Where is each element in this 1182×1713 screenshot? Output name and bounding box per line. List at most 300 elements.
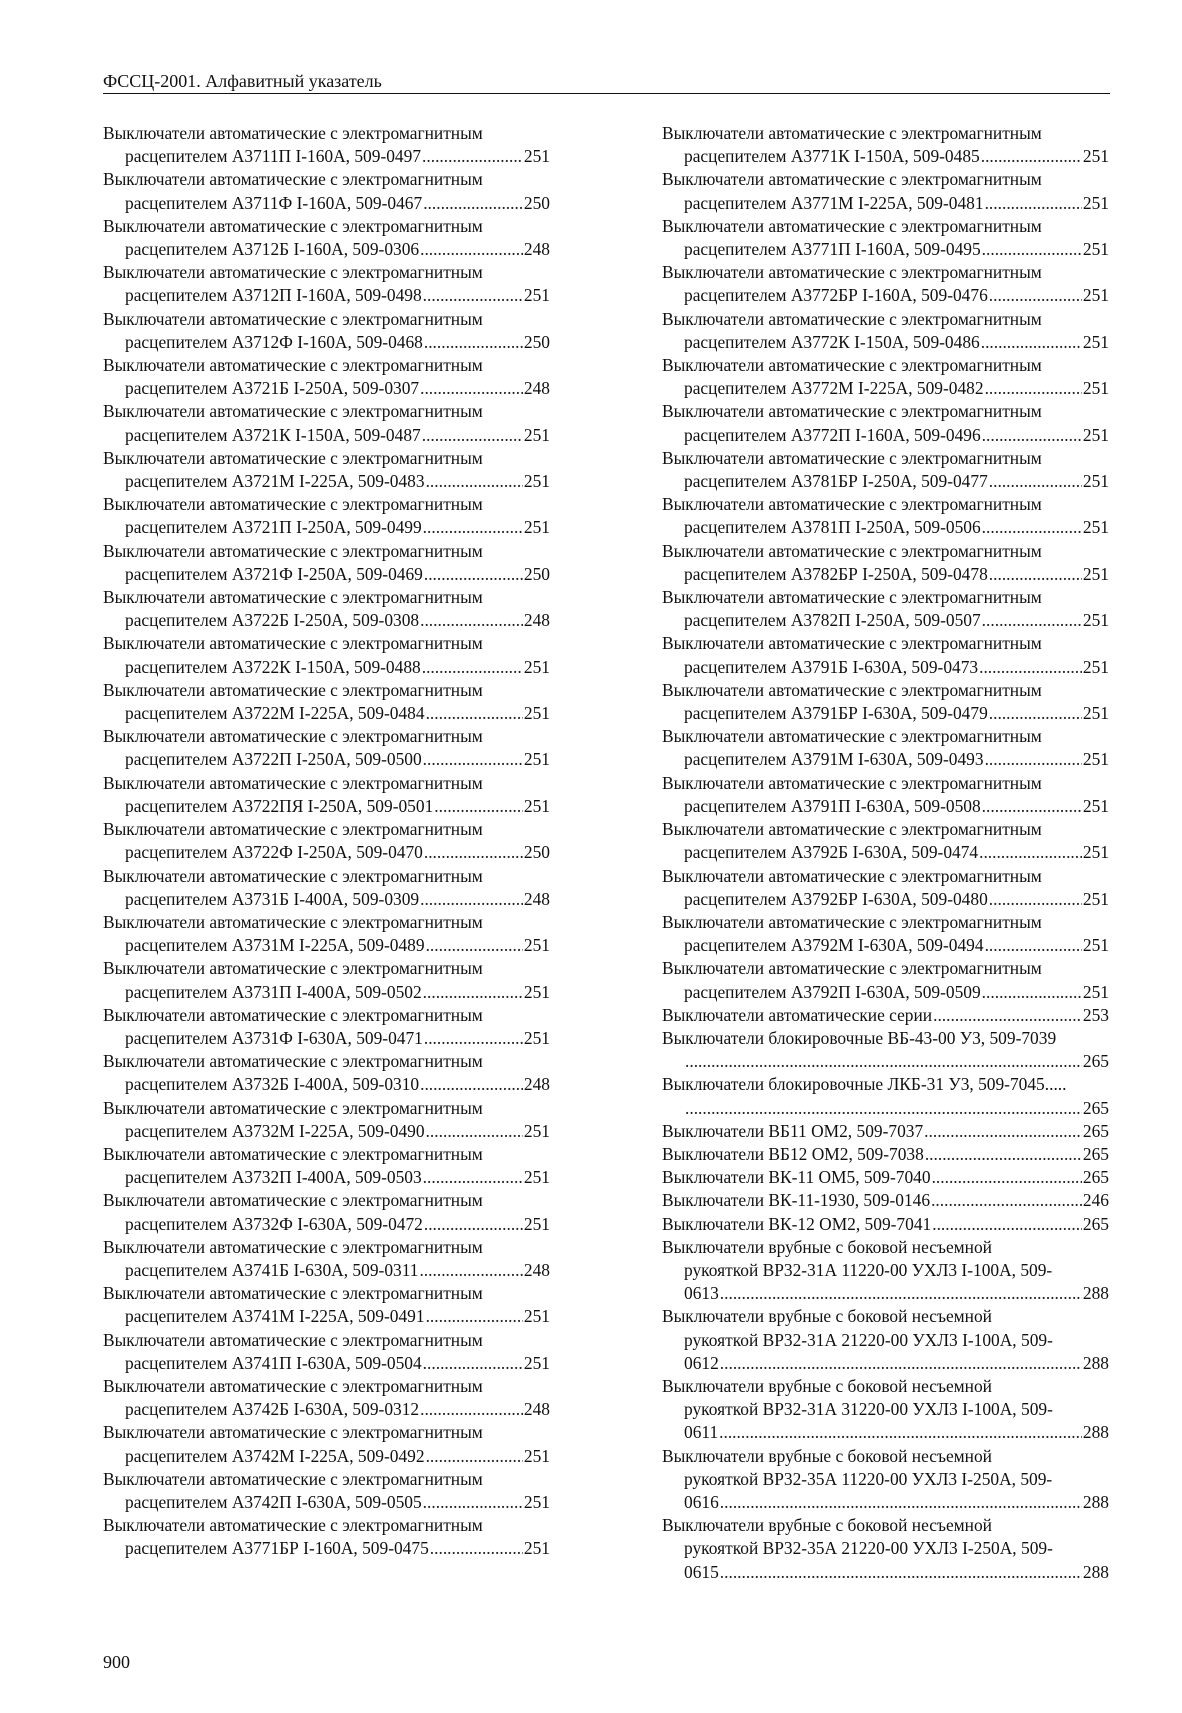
entry-leader-line xyxy=(662,1213,1109,1236)
dot-leader xyxy=(685,1097,1082,1120)
dot-leader xyxy=(982,516,1082,539)
entry-page-number: 251 xyxy=(1082,146,1109,167)
entry-text: расцепителем А3732Ф I-630А, 509-0472 xyxy=(125,1213,423,1234)
entry-text: расцепителем А3741М I-225А, 509-0491 xyxy=(125,1306,425,1327)
index-column-right xyxy=(662,122,1109,1584)
entry-text: 0616 xyxy=(684,1491,719,1512)
entry-page-number: 251 xyxy=(523,1538,550,1559)
entry-page-number: 250 xyxy=(523,192,550,213)
entry-heading: Выключатели автоматические с электромагнитным xyxy=(103,772,483,793)
index-entry xyxy=(103,632,550,678)
entry-page-number: 248 xyxy=(523,378,550,399)
entry-leader-line xyxy=(103,934,550,957)
index-entry xyxy=(103,957,550,1003)
dot-leader xyxy=(982,238,1082,261)
entry-leader-line xyxy=(662,145,1109,168)
entry-heading: Выключатели автоматические с электромагнитным xyxy=(103,1236,483,1257)
entry-leader-line xyxy=(103,656,550,679)
dot-leader xyxy=(423,1166,523,1189)
index-entry xyxy=(103,772,550,818)
dot-leader xyxy=(422,424,523,447)
entry-text: расцепителем А3782П I-250А, 509-0507 xyxy=(684,610,981,631)
entry-leader-line xyxy=(662,192,1109,215)
entry-text: расцепителем А3721Б I-250А, 509-0307 xyxy=(125,378,420,399)
dot-leader xyxy=(420,1073,523,1096)
dot-leader xyxy=(424,841,523,864)
entry-heading: Выключатели автоматические с электромагнитным xyxy=(103,123,483,143)
entry-page-number: 251 xyxy=(523,517,550,538)
index-entry xyxy=(662,1073,1109,1119)
entry-leader-line xyxy=(103,1259,550,1282)
dot-leader xyxy=(719,1421,1082,1444)
entry-heading: Выключатели автоматические с электромагнитным xyxy=(662,679,1042,700)
entry-heading: Выключатели автоматические с электромагнитным xyxy=(662,215,1042,236)
entry-continuation: рукояткой ВР32-31А 31220-00 УХЛ3 I-100А, 509- xyxy=(684,1399,1053,1420)
entry-text: расцепителем А3731Ф I-630А, 509-0471 xyxy=(125,1027,423,1048)
index-entry xyxy=(662,1236,1109,1306)
entry-text: расцепителем А3732П I-400А, 509-0503 xyxy=(125,1167,422,1188)
entry-page-number: 251 xyxy=(523,1167,550,1188)
entry-heading: Выключатели автоматические с электромагнитным xyxy=(662,169,1042,190)
entry-page-number: 251 xyxy=(1082,192,1109,213)
dot-leader xyxy=(426,1445,523,1468)
entry-heading: Выключатели автоматические с электромагнитным xyxy=(662,262,1042,283)
index-entry xyxy=(662,1004,1109,1027)
entry-text: расцепителем А3711Ф I-160А, 509-0467 xyxy=(125,192,423,213)
entry-heading: Выключатели автоматические с электромагнитным xyxy=(662,911,1042,932)
entry-leader-line xyxy=(103,563,550,586)
entry-leader-line xyxy=(662,888,1109,911)
entry-text: расцепителем А3722П I-250А, 509-0500 xyxy=(125,749,422,770)
dot-leader xyxy=(419,1259,522,1282)
dot-leader xyxy=(420,609,523,632)
entry-heading: Выключатели автоматические с электромагнитным xyxy=(662,401,1042,422)
entry-page-number: 251 xyxy=(1082,795,1109,816)
index-entry xyxy=(662,818,1109,864)
index-entry xyxy=(662,493,1109,539)
entry-page-number: 248 xyxy=(523,239,550,260)
entry-page-number: 251 xyxy=(1082,610,1109,631)
entry-leader-line xyxy=(103,1166,550,1189)
entry-text: Выключатели ВК-11-1930, 509-0146 xyxy=(662,1190,931,1211)
index-entry xyxy=(103,308,550,354)
dot-leader xyxy=(985,934,1082,957)
entry-heading: Выключатели автоматические с электромагнитным xyxy=(103,1422,483,1443)
entry-page-number: 251 xyxy=(523,1491,550,1512)
index-entry xyxy=(662,1305,1109,1375)
entry-heading: Выключатели врубные с боковой несъемной xyxy=(662,1375,992,1396)
dot-leader xyxy=(426,470,523,493)
entry-leader-line xyxy=(662,1120,1109,1143)
entry-leader-line xyxy=(103,841,550,864)
index-entry xyxy=(662,911,1109,957)
dot-leader xyxy=(982,795,1082,818)
entry-text: расцепителем А3791П I-630А, 509-0508 xyxy=(684,795,981,816)
entry-leader-line xyxy=(662,1561,1109,1584)
entry-text: расцепителем А3742М I-225А, 509-0492 xyxy=(125,1445,425,1466)
entry-leader-line xyxy=(103,888,550,911)
entry-heading: Выключатели автоматические с электромагнитным xyxy=(662,633,1042,654)
entry-leader-line xyxy=(103,284,550,307)
entry-heading: Выключатели автоматические с электромагнитным xyxy=(103,911,483,932)
index-entry xyxy=(662,400,1109,446)
entry-leader-line xyxy=(103,516,550,539)
dot-leader xyxy=(430,1537,523,1560)
entry-heading: Выключатели автоматические с электромагнитным xyxy=(103,540,483,561)
entry-text: расцепителем А3712Ф I-160А, 509-0468 xyxy=(125,331,423,352)
entry-heading: Выключатели автоматические с электромагнитным xyxy=(662,819,1042,840)
dot-leader xyxy=(933,1004,1082,1027)
entry-heading: Выключатели автоматические с электромагнитным xyxy=(103,958,483,979)
index-entry xyxy=(103,540,550,586)
dot-leader xyxy=(424,1027,523,1050)
entry-page-number: 248 xyxy=(523,1074,550,1095)
entry-page-number: 288 xyxy=(1082,1352,1109,1373)
entry-page-number: 251 xyxy=(523,1352,550,1373)
entry-leader-line xyxy=(662,563,1109,586)
entry-text: расцепителем А3781П I-250А, 509-0506 xyxy=(684,517,981,538)
entry-text: расцепителем А3791М I-630А, 509-0493 xyxy=(684,749,984,770)
entry-page-number: 251 xyxy=(1082,331,1109,352)
entry-heading: Выключатели автоматические с электромагнитным xyxy=(662,726,1042,747)
entry-page-number: 248 xyxy=(523,1399,550,1420)
entry-page-number: 251 xyxy=(523,795,550,816)
entry-text: расцепителем А3772П I-160А, 509-0496 xyxy=(684,424,981,445)
entry-text: расцепителем А3772К I-150А, 509-0486 xyxy=(684,331,980,352)
index-entry xyxy=(103,679,550,725)
entry-text: расцепителем А3732Б I-400А, 509-0310 xyxy=(125,1074,420,1095)
index-entry xyxy=(662,122,1109,168)
entry-leader-line xyxy=(662,1097,1109,1120)
index-entry xyxy=(103,1282,550,1328)
entry-leader-line xyxy=(103,748,550,771)
entry-heading: Выключатели автоматические с электромагнитным xyxy=(103,633,483,654)
dot-leader xyxy=(423,1491,523,1514)
dot-leader xyxy=(989,284,1082,307)
dot-leader xyxy=(985,748,1082,771)
entry-text: расцепителем А3721К I-150А, 509-0487 xyxy=(125,424,421,445)
entry-leader-line xyxy=(103,145,550,168)
entry-leader-line xyxy=(103,795,550,818)
entry-text: 0612 xyxy=(684,1352,719,1373)
index-entry xyxy=(103,1375,550,1421)
entry-heading: Выключатели автоматические с электромагнитным xyxy=(103,726,483,747)
entry-page-number: 251 xyxy=(1082,285,1109,306)
entry-leader-line xyxy=(662,609,1109,632)
entry-leader-line xyxy=(103,1120,550,1143)
entry-leader-line xyxy=(662,1491,1109,1514)
entry-heading: Выключатели врубные с боковой несъемной xyxy=(662,1236,992,1257)
entry-page-number: 251 xyxy=(523,703,550,724)
entry-continuation: рукояткой ВР32-35А 11220-00 УХЛ3 I-250А, 509- xyxy=(684,1468,1053,1489)
entry-heading: Выключатели автоматические с электромагнитным xyxy=(103,401,483,422)
entry-heading: Выключатели автоматические с электромагнитным xyxy=(662,447,1042,468)
entry-text: 0611 xyxy=(684,1422,719,1443)
index-entry xyxy=(662,1445,1109,1515)
index-entry xyxy=(103,168,550,214)
entry-leader-line xyxy=(662,1004,1109,1027)
entry-leader-line xyxy=(662,516,1109,539)
dot-leader xyxy=(423,1352,523,1375)
dot-leader xyxy=(426,702,523,725)
entry-page-number: 248 xyxy=(523,888,550,909)
entry-leader-line xyxy=(662,934,1109,957)
entry-text: Выключатели ВБ12 ОМ2, 509-7038 xyxy=(662,1143,924,1164)
dot-leader xyxy=(989,702,1082,725)
entry-text: расцепителем А3771БР I-160А, 509-0475 xyxy=(125,1538,429,1559)
index-entry xyxy=(103,493,550,539)
dot-leader xyxy=(989,470,1082,493)
entry-leader-line xyxy=(662,238,1109,261)
entry-page-number: 251 xyxy=(1082,703,1109,724)
entry-heading: Выключатели автоматические с электромагнитным xyxy=(103,1190,483,1211)
entry-leader-line xyxy=(103,470,550,493)
entry-text: расцепителем А3721Ф I-250А, 509-0469 xyxy=(125,563,423,584)
entry-page-number: 251 xyxy=(523,1120,550,1141)
entry-page-number: 251 xyxy=(1082,842,1109,863)
index-entry xyxy=(103,1189,550,1235)
index-entry xyxy=(662,354,1109,400)
entry-leader-line xyxy=(662,1050,1109,1073)
index-entry xyxy=(103,1514,550,1560)
dot-leader xyxy=(685,1050,1082,1073)
entry-text: расцепителем А3772БР I-160А, 509-0476 xyxy=(684,285,988,306)
dot-leader xyxy=(423,284,523,307)
entry-text: расцепителем А3722К I-150А, 509-0488 xyxy=(125,656,421,677)
entry-leader-line xyxy=(103,1305,550,1328)
dot-leader xyxy=(989,563,1082,586)
index-entry xyxy=(662,1143,1109,1166)
entry-heading: Выключатели автоматические с электромагнитным xyxy=(103,1515,483,1536)
entry-page-number: 251 xyxy=(1082,378,1109,399)
index-entry xyxy=(662,632,1109,678)
entry-page-number: 288 xyxy=(1082,1283,1109,1304)
entry-page-number: 253 xyxy=(1082,1004,1109,1025)
entry-page-number: 251 xyxy=(523,749,550,770)
entry-leader-line xyxy=(662,1352,1109,1375)
entry-page-number: 251 xyxy=(523,471,550,492)
entry-heading: Выключатели автоматические с электромагнитным xyxy=(103,1051,483,1072)
entry-page-number: 265 xyxy=(1082,1143,1109,1164)
dot-leader xyxy=(426,1120,523,1143)
entry-text: расцепителем А3711П I-160А, 509-0497 xyxy=(125,146,422,167)
index-entry xyxy=(103,1143,550,1189)
index-entry xyxy=(662,1213,1109,1236)
dot-leader xyxy=(422,145,523,168)
entry-text: расцепителем А3781БР I-250А, 509-0477 xyxy=(684,471,988,492)
entry-leader-line xyxy=(662,841,1109,864)
index-entry xyxy=(662,447,1109,493)
dot-leader xyxy=(932,1166,1082,1189)
entry-text: расцепителем А3722Ф I-250А, 509-0470 xyxy=(125,842,423,863)
dot-leader xyxy=(420,238,523,261)
dot-leader xyxy=(924,1120,1082,1143)
entry-text: расцепителем А3712Б I-160А, 509-0306 xyxy=(125,239,420,260)
entry-page-number: 251 xyxy=(1082,563,1109,584)
entry-heading: Выключатели автоматические с электромагнитным xyxy=(662,772,1042,793)
entry-text: расцепителем А3792М I-630А, 509-0494 xyxy=(684,935,984,956)
entry-page-number: 265 xyxy=(1082,1213,1109,1234)
entry-leader-line xyxy=(103,331,550,354)
dot-leader xyxy=(979,656,1082,679)
entry-text: расцепителем А3722М I-225А, 509-0484 xyxy=(125,703,425,724)
entry-heading: Выключатели автоматические с электромагнитным xyxy=(103,1004,483,1025)
entry-leader-line xyxy=(103,1445,550,1468)
entry-page-number: 251 xyxy=(1082,656,1109,677)
dot-leader xyxy=(426,934,523,957)
entry-page-number: 251 xyxy=(1082,517,1109,538)
entry-leader-line xyxy=(662,656,1109,679)
index-entry xyxy=(662,1514,1109,1584)
entry-page-number: 288 xyxy=(1082,1422,1109,1443)
dot-leader xyxy=(720,1561,1082,1584)
dot-leader xyxy=(982,981,1082,1004)
entry-heading: Выключатели автоматические с электромагнитным xyxy=(662,308,1042,329)
dot-leader xyxy=(434,795,523,818)
dot-leader xyxy=(420,888,523,911)
index-entry xyxy=(103,865,550,911)
entry-page-number: 265 xyxy=(1082,1167,1109,1188)
entry-page-number: 251 xyxy=(1082,935,1109,956)
entry-page-number: 251 xyxy=(523,1027,550,1048)
entry-leader-line xyxy=(662,1421,1109,1444)
entry-page-number: 251 xyxy=(523,1445,550,1466)
entry-page-number: 251 xyxy=(523,981,550,1002)
entry-text: расцепителем А3771М I-225А, 509-0481 xyxy=(684,192,984,213)
dot-leader xyxy=(423,192,523,215)
index-entry xyxy=(662,1166,1109,1189)
entry-page-number: 288 xyxy=(1082,1561,1109,1582)
entry-text: расцепителем А3782БР I-250А, 509-0478 xyxy=(684,563,988,584)
entry-page-number: 251 xyxy=(1082,239,1109,260)
entry-leader-line xyxy=(103,1398,550,1421)
entry-leader-line xyxy=(103,192,550,215)
entry-text: расцепителем А3792БР I-630А, 509-0480 xyxy=(684,888,988,909)
index-entry xyxy=(103,215,550,261)
index-entry xyxy=(103,261,550,307)
entry-leader-line xyxy=(662,702,1109,725)
index-entry xyxy=(662,1189,1109,1212)
header-title: ФССЦ-2001. Алфавитный указатель xyxy=(103,71,382,91)
entry-text: Выключатели автоматические серии xyxy=(662,1004,933,1025)
entry-heading: Выключатели автоматические с электромагнитным xyxy=(103,262,483,283)
index-entry xyxy=(103,447,550,493)
entry-heading: Выключатели автоматические с электромагнитным xyxy=(662,958,1042,979)
dot-leader xyxy=(982,609,1082,632)
index-entry xyxy=(103,354,550,400)
index-column-left xyxy=(103,122,550,1561)
entry-text: расцепителем А3791БР I-630А, 509-0479 xyxy=(684,703,988,724)
entry-text: расцепителем А3731П I-400А, 509-0502 xyxy=(125,981,422,1002)
entry-heading: Выключатели врубные с боковой несъемной xyxy=(662,1445,992,1466)
index-entry xyxy=(103,1329,550,1375)
entry-heading: Выключатели автоматические с электромагнитным xyxy=(103,308,483,329)
entry-heading: Выключатели автоматические с электромагнитным xyxy=(103,1143,483,1164)
entry-text: Выключатели ВК-12 ОМ2, 509-7041 xyxy=(662,1213,932,1234)
dot-leader xyxy=(423,516,523,539)
entry-heading: Выключатели автоматические с электромагнитным xyxy=(103,587,483,608)
entry-page-number: 248 xyxy=(523,1259,550,1280)
entry-heading: Выключатели автоматические с электромагнитным xyxy=(103,447,483,468)
entry-text: расцепителем А3792Б I-630А, 509-0474 xyxy=(684,842,979,863)
entry-page-number: 250 xyxy=(523,563,550,584)
entry-page-number: 251 xyxy=(523,1213,550,1234)
entry-heading: Выключатели автоматические с электромагнитным xyxy=(103,679,483,700)
dot-leader xyxy=(720,1282,1082,1305)
entry-heading: Выключатели автоматические с электромагнитным xyxy=(103,215,483,236)
entry-heading: Выключатели автоматические с электромагнитным xyxy=(103,865,483,886)
entry-text: 0615 xyxy=(684,1561,719,1582)
entry-heading: Выключатели автоматические с электромагнитным xyxy=(103,494,483,515)
page-header xyxy=(103,70,1110,94)
entry-text: Выключатели ВК-11 ОМ5, 509-7040 xyxy=(662,1167,931,1188)
entry-page-number: 251 xyxy=(523,656,550,677)
entry-page-number: 251 xyxy=(1082,888,1109,909)
entry-heading: Выключатели врубные с боковой несъемной xyxy=(662,1515,992,1536)
entry-heading: Выключатели автоматические с электромагнитным xyxy=(103,819,483,840)
dot-leader xyxy=(982,424,1082,447)
dot-leader xyxy=(979,841,1082,864)
entry-heading: Выключатели автоматические с электромагнитным xyxy=(662,865,1042,886)
index-entry xyxy=(103,400,550,446)
entry-leader-line xyxy=(103,609,550,632)
entry-text: расцепителем А3791Б I-630А, 509-0473 xyxy=(684,656,979,677)
index-entry xyxy=(662,772,1109,818)
entry-page-number: 251 xyxy=(1082,749,1109,770)
entry-page-number: 265 xyxy=(1082,1120,1109,1141)
entry-leader-line xyxy=(662,331,1109,354)
index-entry xyxy=(103,1004,550,1050)
entry-leader-line xyxy=(662,470,1109,493)
entry-leader-line xyxy=(103,702,550,725)
entry-page-number: 250 xyxy=(523,842,550,863)
index-entry xyxy=(103,1468,550,1514)
entry-continuation: рукояткой ВР32-31А 21220-00 УХЛ3 I-100А, 509- xyxy=(684,1329,1053,1350)
entry-page-number: 251 xyxy=(523,1306,550,1327)
entry-heading: Выключатели автоматические с электромагнитным xyxy=(103,1329,483,1350)
index-entry xyxy=(662,168,1109,214)
entry-page-number: 251 xyxy=(523,146,550,167)
index-entry xyxy=(662,1027,1109,1073)
entry-text: расцепителем А3742П I-630А, 509-0505 xyxy=(125,1491,422,1512)
entry-text: расцепителем А3772М I-225А, 509-0482 xyxy=(684,378,984,399)
dot-leader xyxy=(720,1491,1082,1514)
entry-text: расцепителем А3742Б I-630А, 509-0312 xyxy=(125,1399,420,1420)
entry-leader-line xyxy=(662,1189,1109,1212)
entry-continuation: рукояткой ВР32-31А 11220-00 УХЛ3 I-100А, 509- xyxy=(684,1259,1053,1280)
entry-leader-line xyxy=(662,284,1109,307)
index-entry xyxy=(103,1236,550,1282)
entry-leader-line xyxy=(662,795,1109,818)
entry-page-number: 251 xyxy=(523,285,550,306)
index-entry xyxy=(103,818,550,864)
index-entry xyxy=(103,586,550,632)
index-entry xyxy=(662,957,1109,1003)
entry-heading: Выключатели автоматические с электромагнитным xyxy=(662,123,1042,143)
entry-heading: Выключатели автоматические с электромагнитным xyxy=(103,1468,483,1489)
entry-leader-line xyxy=(662,981,1109,1004)
index-entry xyxy=(662,308,1109,354)
entry-page-number: 288 xyxy=(1082,1491,1109,1512)
entry-page-number: 251 xyxy=(1082,471,1109,492)
entry-leader-line xyxy=(662,1143,1109,1166)
entry-leader-line xyxy=(103,1073,550,1096)
dot-leader xyxy=(424,563,523,586)
dot-leader xyxy=(985,377,1082,400)
entry-heading: Выключатели блокировочные ЛКБ-31 У3, 509-7045..... xyxy=(662,1074,1067,1095)
index-entry xyxy=(662,725,1109,771)
dot-leader xyxy=(422,656,523,679)
